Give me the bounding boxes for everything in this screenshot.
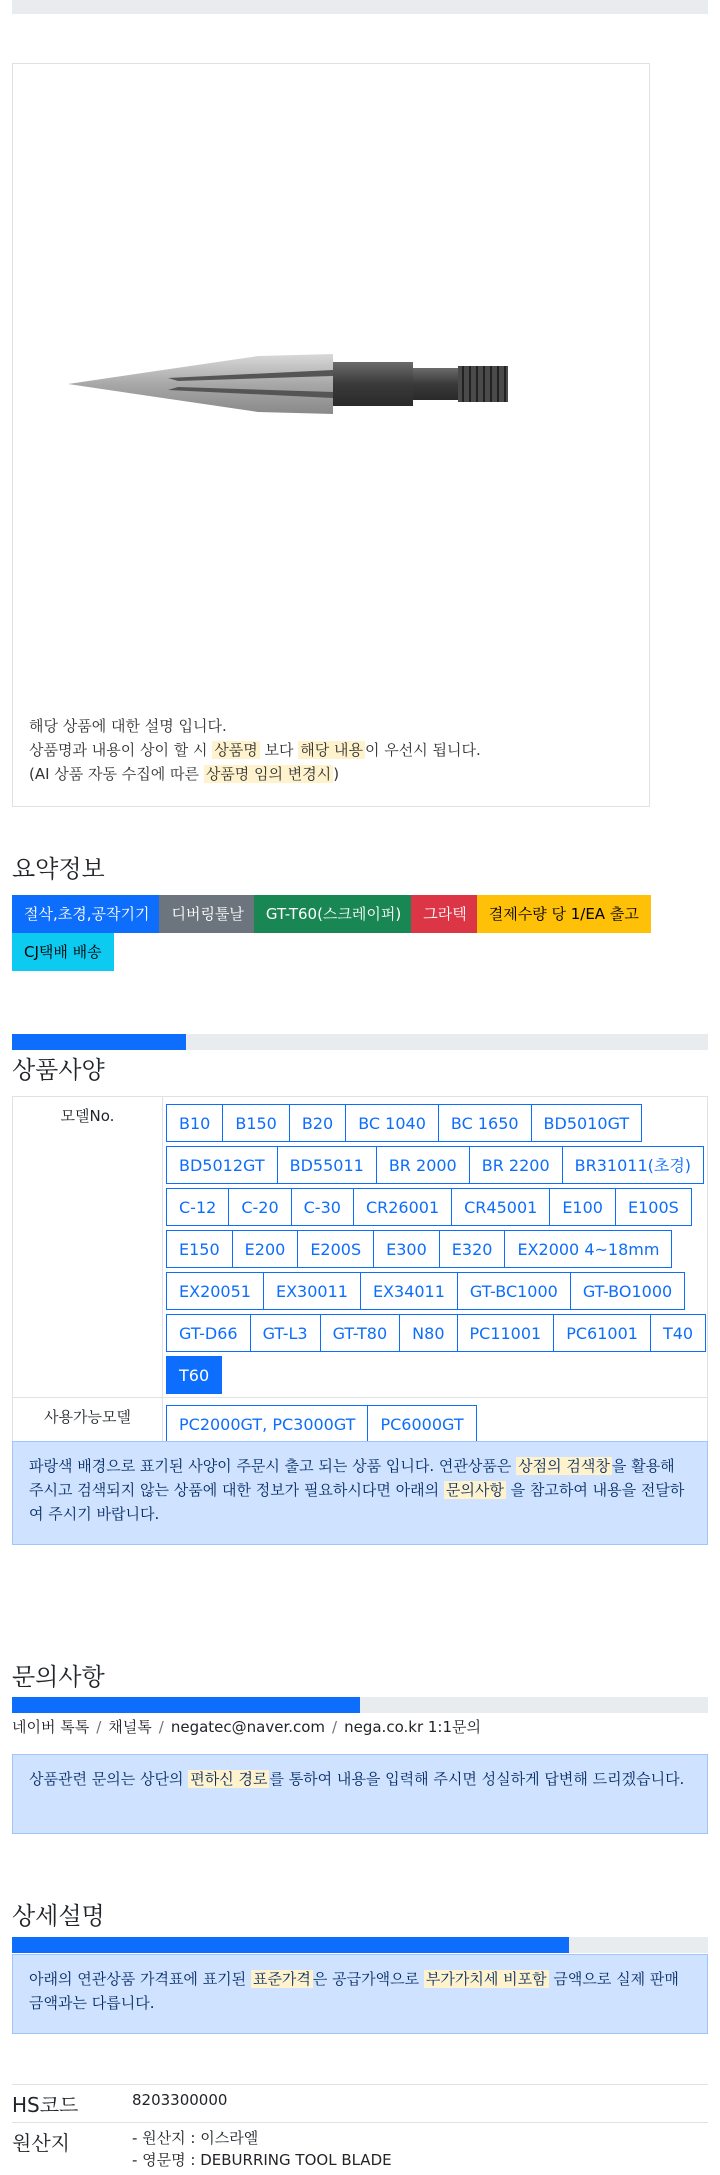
model-option-button[interactable]: E200 [232,1230,299,1268]
notice-text: 이 우선시 됩니다. [365,741,481,759]
model-option-button[interactable]: BD5012GT [166,1146,278,1184]
spec-progress-bar [12,1034,708,1050]
model-option-button[interactable]: E150 [166,1230,233,1268]
notice-highlight: 상품명 임의 변경시 [204,765,333,783]
model-option-button[interactable]: C-30 [291,1188,354,1226]
model-option-button[interactable]: GT-BC1000 [457,1272,571,1310]
alert-highlight: 부가가치세 비포함 [424,1970,549,1988]
contact-channels [12,1716,481,1737]
model-option-button[interactable]: N80 [399,1314,457,1352]
inquiry-alert [12,1754,708,1834]
hs-code-row [12,2085,708,2123]
model-option-button[interactable]: PC61001 [553,1314,651,1352]
model-options [163,1097,708,1398]
model-option-button[interactable]: GT-D66 [166,1314,251,1352]
contact-link[interactable]: negatec@naver.com [171,1718,325,1736]
model-option-button[interactable]: E200S [297,1230,374,1268]
notice-line-1: 해당 상품에 대한 설명 입니다. [29,717,227,735]
model-option-button[interactable]: EX34011 [360,1272,458,1310]
notice-text: (AI 상품 자동 수집에 따른 [29,765,199,783]
alert-highlight: 표준가격 [251,1970,313,1988]
notice-text: 상품명과 내용이 상이 할 시 [29,741,207,759]
model-option-button[interactable]: EX2000 4~18mm [504,1230,672,1268]
product-image-box [12,63,650,807]
contact-link[interactable]: 네이버 톡톡 [12,1718,89,1736]
model-option-button[interactable]: CR26001 [353,1188,452,1226]
alert-text: 를 통하여 내용을 입력해 주시면 성실하게 답변해 드리겠습니다. [269,1770,684,1788]
detail-progress-fill [12,1937,569,1953]
summary-badge: CJ택배 배송 [12,933,114,971]
model-option-button[interactable]: GT-BO1000 [570,1272,685,1310]
product-notice [29,714,481,786]
notice-highlight: 해당 내용 [298,741,365,759]
summary-badge: 그라텍 [411,895,478,933]
spec-table [12,1096,708,1450]
origin-country: - 원산지 : 이스라엘 [132,2127,708,2149]
alert-highlight: 문의사항 [444,1481,506,1499]
spec-notice-alert [12,1441,708,1545]
alert-text: 금액으로 실제 판매금액과는 다릅니다. [29,1970,679,2012]
model-option-button[interactable]: BR31011(초경) [562,1146,704,1184]
alert-text: 파랑색 배경으로 표기된 사양이 주문시 출고 되는 상품 입니다. 연관상품은 [29,1457,511,1475]
alert-highlight: 편하신 경로 [188,1770,269,1788]
usable-model-button[interactable]: PC6000GT [367,1405,476,1443]
model-option-button[interactable]: CR45001 [451,1188,550,1226]
summary-badge: 디버링툴날 [159,895,255,933]
model-option-button[interactable]: PC11001 [457,1314,555,1352]
breadcrumb-separator: / [325,1718,344,1736]
model-label: 모델No. [13,1097,163,1398]
model-option-button[interactable]: E100 [549,1188,616,1226]
model-option-button[interactable]: C-20 [228,1188,291,1226]
model-option-button[interactable]: E300 [373,1230,440,1268]
model-option-button[interactable]: E320 [439,1230,506,1268]
summary-badge: 절삭,초경,공작기기 [12,895,161,933]
summary-badge: 결제수량 당 1/EA 출고 [477,895,651,933]
summary-badge: GT-T60(스크레이퍼) [254,895,413,933]
model-option-button[interactable]: BR 2200 [469,1146,563,1184]
detail-alert [12,1954,708,2034]
origin-label: 원산지 [12,2123,132,2175]
model-option-button[interactable]: BD55011 [277,1146,377,1184]
inquiry-progress-fill [12,1697,360,1713]
spec-row-models [13,1097,708,1398]
detail-progress-bar [12,1937,708,1953]
model-option-button[interactable]: T60 [166,1356,222,1394]
model-option-button[interactable]: B10 [166,1104,223,1142]
contact-link[interactable]: nega.co.kr 1:1문의 [344,1718,481,1736]
origin-value [132,2123,708,2175]
inquiry-title: 문의사항 [12,1657,105,1692]
inquiry-progress-bar [12,1697,708,1713]
breadcrumb-separator: / [89,1718,108,1736]
model-option-button[interactable]: BC 1040 [345,1104,439,1142]
notice-text: ) [333,765,339,783]
detail-title: 상세설명 [12,1896,105,1931]
notice-text: 보다 [265,741,294,759]
spec-title: 상품사양 [12,1050,105,1085]
top-divider [12,0,708,14]
model-option-button[interactable]: B20 [289,1104,346,1142]
origin-english-name: - 영문명 : DEBURRING TOOL BLADE [132,2149,708,2171]
product-info-table [12,2084,708,2175]
contact-link[interactable]: 채널톡 [108,1718,151,1736]
model-option-button[interactable]: BC 1650 [438,1104,532,1142]
model-option-button[interactable]: C-12 [166,1188,229,1226]
model-option-button[interactable]: EX30011 [263,1272,361,1310]
alert-text: 을 참고하여 내용을 전달하여 주시기 바랍니다. [29,1481,684,1523]
hs-code-label: HS코드 [12,2085,132,2123]
model-option-button[interactable]: BR 2000 [376,1146,470,1184]
alert-text: 상품관련 문의는 상단의 [29,1770,183,1788]
model-option-button[interactable]: B150 [222,1104,290,1142]
alert-text: 아래의 연관상품 가격표에 표기된 [29,1970,246,1988]
notice-highlight: 상품명 [212,741,259,759]
model-option-button[interactable]: BD5010GT [531,1104,643,1142]
alert-text: 은 공급가액으로 [313,1970,419,1988]
spec-progress-fill [12,1034,186,1050]
model-option-button[interactable]: EX20051 [166,1272,264,1310]
hs-code-value: 8203300000 [132,2085,708,2123]
summary-badges [12,895,712,971]
model-option-button[interactable]: GT-T80 [320,1314,401,1352]
alert-highlight: 상점의 검색창 [516,1457,612,1475]
origin-row [12,2123,708,2175]
model-option-button[interactable]: GT-L3 [250,1314,321,1352]
usable-model-button[interactable]: PC2000GT, PC3000GT [166,1405,368,1443]
model-option-button[interactable]: E100S [615,1188,692,1226]
model-option-button[interactable]: T40 [650,1314,706,1352]
alert-text: 을 활용해 주시고 검색되지 않는 상품에 대한 정보가 필요하시다면 아래의 [29,1457,675,1499]
breadcrumb-separator: / [152,1718,171,1736]
summary-title: 요약정보 [12,849,105,884]
usable-model-label: 사용가능모델 [13,1398,163,1450]
deburring-blade-image [68,334,628,434]
